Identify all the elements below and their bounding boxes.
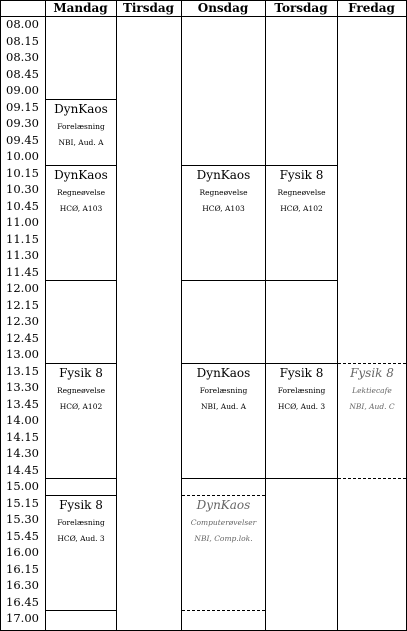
time-label: 17.00 [6,611,39,625]
time-label: 15.45 [6,528,39,543]
block-title: DynKaos [196,365,251,380]
time-label: 13.15 [6,363,39,378]
time-label: 10.30 [6,182,39,196]
block-type: Forelæsning [57,121,105,131]
time-label: 14.15 [6,429,39,444]
time-label: 14.45 [6,462,39,477]
block-title: DynKaos [54,101,108,116]
block-title: DynKaos [196,167,251,182]
time-label: 09.30 [6,116,39,130]
schedule-block [46,165,116,282]
block-type: Computerøvelser [190,517,257,527]
day-header-tuesday: Tirsdag [122,1,175,15]
day-header-wednesday: Onsdag [197,1,249,15]
block-type: Regneøvelse [277,187,326,197]
header-divider [0,16,407,17]
block-type: Forelæsning [57,517,105,527]
time-label: 14.30 [6,446,39,460]
block-location: HCØ, A102 [59,401,103,411]
time-label: 15.00 [6,479,39,493]
block-location: HCØ, Aud. 3 [57,533,105,543]
block-location: HCØ, A103 [202,203,245,213]
time-label: 14.00 [6,413,39,427]
time-label: 16.15 [6,561,39,576]
time-label: 12.00 [6,281,39,295]
block-location: NBI, Aud. A [58,137,104,147]
time-label: 11.30 [6,248,39,262]
block-location: NBI, Aud. C [349,401,395,411]
block-type: Regneøvelse [56,385,106,395]
column-border [337,0,338,630]
block-location: HCØ, A103 [59,203,103,213]
column-border [116,0,117,630]
block-title: Fysik 8 [350,365,394,380]
time-label: 08.45 [6,66,39,81]
time-label: 15.30 [6,512,39,526]
block-title: Fysik 8 [279,365,324,380]
schedule-block [266,363,337,480]
time-label: 09.15 [6,99,39,114]
schedule-block [182,363,265,480]
column-border [265,0,266,630]
time-label: 08.00 [6,17,39,31]
block-title: DynKaos [196,497,251,512]
time-label: 11.45 [6,264,39,279]
time-label: 09.45 [6,132,39,147]
schedule-block [338,363,406,480]
block-title: Fysik 8 [59,365,103,380]
schedule-block [182,165,265,282]
day-header-monday: Mandag [53,1,108,15]
block-location: NBI, Comp.lok. [194,533,253,543]
block-title: DynKaos [54,167,108,182]
time-label: 08.15 [6,33,39,48]
block-type: Forelæsning [277,385,326,395]
time-label: 16.00 [6,545,39,559]
time-label: 08.30 [6,50,39,64]
block-type: Regneøvelse [199,187,248,197]
schedule-block [46,363,116,480]
schedule-block [46,99,116,166]
time-label: 12.30 [6,314,39,328]
time-label: 11.00 [6,215,39,229]
time-label: 16.45 [6,594,39,609]
time-label: 16.30 [6,578,39,592]
schedule-block [266,165,337,282]
day-header-thursday: Torsdag [274,1,328,15]
time-label: 09.00 [6,83,39,97]
time-label: 10.00 [6,149,39,163]
time-label: 13.00 [6,347,39,361]
day-header-friday: Fredag [348,1,395,15]
block-location: HCØ, A102 [280,203,323,213]
block-location: NBI, Aud. A [200,401,247,411]
schedule-block [182,495,265,612]
schedule-block [46,495,116,612]
block-type: Regneøvelse [56,187,106,197]
time-label: 12.15 [6,297,39,312]
block-type: Lektiecafe [352,385,392,395]
time-label: 12.45 [6,330,39,345]
block-title: Fysik 8 [279,167,324,182]
block-title: Fysik 8 [59,497,103,512]
block-location: HCØ, Aud. 3 [277,401,326,411]
time-label: 13.30 [6,380,39,394]
block-type: Forelæsning [199,385,248,395]
time-label: 11.15 [6,231,39,246]
time-label: 13.45 [6,396,39,411]
time-label: 10.45 [6,198,39,213]
time-label: 15.15 [6,495,39,510]
time-label: 10.15 [6,165,39,180]
